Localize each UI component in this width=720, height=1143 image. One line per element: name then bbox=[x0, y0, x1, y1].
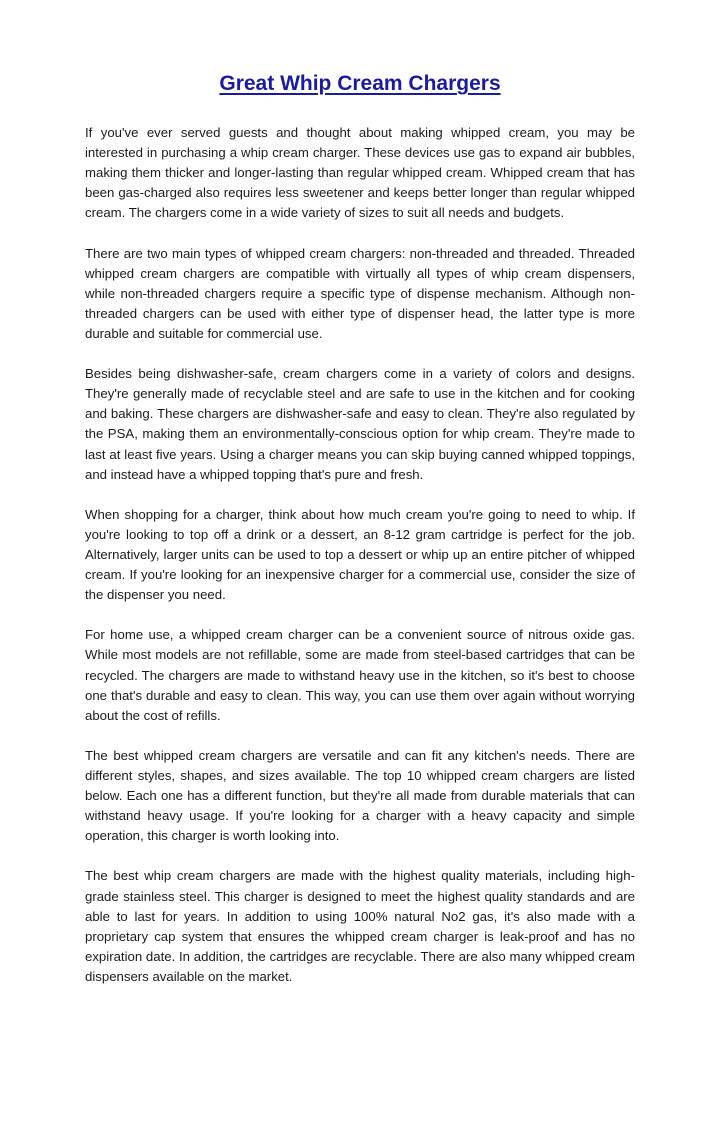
paragraph-3: Besides being dishwasher-safe, cream chargers come in a variety of colors and designs. They're generally made of recyclable steel and are safe to use in the kitchen and for cooking and baking. These chargers are dishwasher-safe and easy to clean. They're also regulated by the PSA, making them an environmentally-conscious option for whip cream. They're made to last at least five years. Using a charger means you can skip buying canned whipped toppings, and instead have a whipped topping that's pure and fresh. bbox=[85, 366, 635, 482]
document-body bbox=[85, 123, 635, 1007]
paragraph-7: The best whip cream chargers are made with the highest quality materials, including high-grade stainless steel. This charger is designed to meet the highest quality standards and are able to last for years. In addition to using 100% natural No2 gas, it's also made with a proprietary cap system that ensures the whipped cream charger is leak-proof and has no expiration date. In addition, the cartridges are recyclable. There are also many whipped cream dispensers available on the market. bbox=[85, 868, 635, 984]
paragraph-1: If you've ever served guests and thought about making whipped cream, you may be interested in purchasing a whip cream charger. These devices use gas to expand air bubbles, making them thicker and longer-lasting than regular whipped cream. Whipped cream that has been gas-charged also requires less sweetener and keeps better longer than regular whipped cream. The chargers come in a wide variety of sizes to suit all needs and budgets. bbox=[85, 125, 635, 221]
paragraph-5: For home use, a whipped cream charger can be a convenient source of nitrous oxide gas. While most models are not refillable, some are made from steel-based cartridges that can be recycled. The chargers are made to withstand heavy use in the kitchen, so it's best to choose one that's durable and easy to clean. This way, you can use them over again without worrying about the cost of refills. bbox=[85, 627, 635, 723]
document-title[interactable]: Great Whip Cream Chargers bbox=[219, 72, 501, 95]
paragraph-2: There are two main types of whipped cream chargers: non-threaded and threaded. Threaded whipped cream chargers are compatible with virtually all types of whip cream dispensers, while non-threaded chargers require a specific type of dispense mechanism. Although non-threaded chargers can be used with either type of dispenser head, the latter type is more durable and suitable for commercial use. bbox=[85, 245, 635, 341]
paragraph-6: The best whipped cream chargers are versatile and can fit any kitchen's needs. There are different styles, shapes, and sizes available. The top 10 whipped cream chargers are listed below. Each one has a different function, but they're all made from durable materials that can withstand heavy usage. If you're looking for a charger with a heavy capacity and simple operation, this charger is worth looking into. bbox=[85, 747, 635, 844]
paragraph-4: When shopping for a charger, think about how much cream you're going to need to whip. If you're looking to top off a drink or a dessert, an 8-12 gram cartridge is perfect for the job. Alternatively, larger units can be used to top a dessert or whip up an entire pitcher of whipped cream. If you're looking for an inexpensive charger for a commercial use, consider the size of the dispenser you need. bbox=[85, 506, 635, 603]
